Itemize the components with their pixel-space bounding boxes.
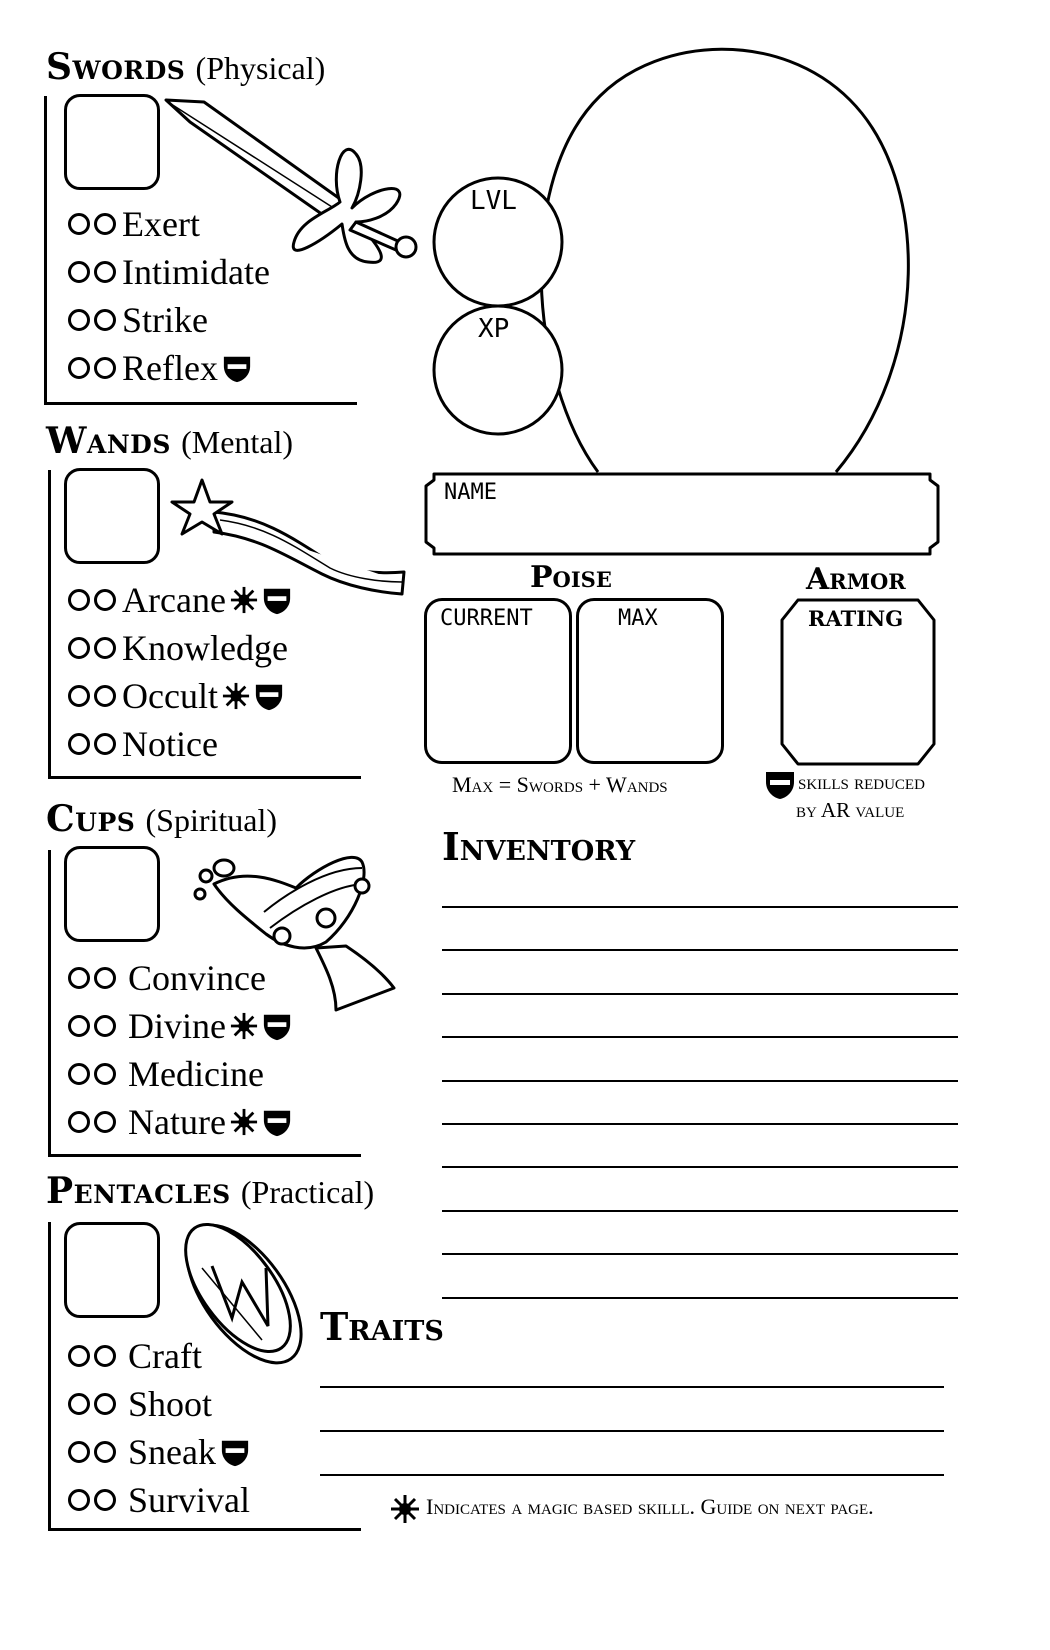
armor-shield-icon — [254, 681, 284, 711]
armor-shield-icon — [262, 1107, 292, 1137]
inventory-line[interactable] — [442, 1080, 958, 1082]
cups-skill-medicine — [68, 1054, 264, 1094]
swords-score-box[interactable] — [64, 94, 160, 190]
skill-checkbox[interactable] — [68, 1441, 90, 1463]
skill-checkbox[interactable] — [94, 1111, 116, 1133]
magic-burst-icon — [222, 682, 250, 710]
coin-icon — [172, 1222, 322, 1372]
inventory-line[interactable] — [442, 906, 958, 908]
skill-label: Medicine — [128, 1054, 264, 1094]
skill-checkbox[interactable] — [68, 261, 90, 283]
inventory-line[interactable] — [442, 993, 958, 995]
skill-checkbox[interactable] — [94, 1489, 116, 1511]
armor-shield-icon — [220, 1437, 250, 1467]
cups-score-box[interactable] — [64, 846, 160, 942]
pentacles-skill-sneak — [68, 1432, 250, 1472]
portrait-frame[interactable] — [520, 40, 920, 480]
skill-label: Shoot — [128, 1384, 213, 1424]
skill-checkbox[interactable] — [94, 1345, 116, 1367]
skill-label: Reflex — [122, 348, 218, 388]
skill-label: Strike — [122, 300, 208, 340]
wands-skill-knowledge — [68, 628, 288, 668]
skill-label: Intimidate — [122, 252, 270, 292]
inventory-title: Inventory — [442, 824, 636, 869]
name-label: NAME — [444, 480, 497, 505]
footnote: Indicates a magic based skilll. Guide on next page. — [426, 1494, 874, 1519]
pentacles-title: Pentacles (Practical) — [46, 1170, 375, 1212]
wands-score-box[interactable] — [64, 468, 160, 564]
armor-shield-icon — [222, 353, 252, 383]
inventory-line[interactable] — [442, 1036, 958, 1038]
skill-checkbox[interactable] — [68, 967, 90, 989]
skill-checkbox[interactable] — [68, 357, 90, 379]
armor-shield-icon — [764, 768, 796, 800]
swords-skill-strike — [68, 300, 208, 340]
trait-line[interactable] — [320, 1474, 944, 1476]
swords-skill-reflex — [68, 348, 252, 388]
inventory-line[interactable] — [442, 1166, 958, 1168]
skill-label: Occult — [122, 676, 218, 716]
swords-title: Swords (Physical) — [46, 46, 326, 88]
skill-checkbox[interactable] — [94, 1063, 116, 1085]
skill-checkbox[interactable] — [94, 637, 116, 659]
trait-line[interactable] — [320, 1430, 944, 1432]
skill-label: Notice — [122, 724, 218, 764]
traits-title: Traits — [320, 1304, 444, 1349]
skill-checkbox[interactable] — [68, 1111, 90, 1133]
skill-checkbox[interactable] — [68, 1393, 90, 1415]
skill-checkbox[interactable] — [94, 213, 116, 235]
skill-label: Sneak — [128, 1432, 216, 1472]
skill-checkbox[interactable] — [68, 309, 90, 331]
skill-checkbox[interactable] — [94, 261, 116, 283]
inventory-line[interactable] — [442, 949, 958, 951]
skill-checkbox[interactable] — [68, 1063, 90, 1085]
skill-label: Craft — [128, 1336, 202, 1376]
poise-title: Poise — [530, 560, 612, 595]
pentacles-skill-shoot — [68, 1384, 212, 1424]
cups-title: Cups (Spiritual) — [46, 798, 278, 840]
skill-label: Convince — [128, 958, 266, 998]
skill-label: Nature — [128, 1102, 226, 1142]
trait-line[interactable] — [320, 1386, 944, 1388]
inventory-line[interactable] — [442, 1210, 958, 1212]
xp-field[interactable] — [452, 346, 544, 416]
skill-label: Arcane — [122, 580, 226, 620]
wand-icon — [170, 476, 406, 596]
pentacles-skill-survival — [68, 1480, 250, 1520]
inventory-line[interactable] — [442, 1123, 958, 1125]
poise-formula: Max = Swords + Wands — [452, 772, 668, 797]
skill-checkbox[interactable] — [94, 357, 116, 379]
skill-checkbox[interactable] — [94, 685, 116, 707]
sword-icon — [160, 94, 425, 269]
name-box[interactable] — [424, 472, 940, 556]
skill-checkbox[interactable] — [68, 589, 90, 611]
skill-checkbox[interactable] — [94, 967, 116, 989]
skill-label: Knowledge — [122, 628, 288, 668]
armor-note-line1: skills reduced — [798, 770, 925, 794]
skill-label: Exert — [122, 204, 200, 244]
cups-skill-nature — [68, 1102, 292, 1142]
level-field[interactable] — [452, 220, 544, 290]
xp-label: XP — [478, 314, 510, 344]
skill-checkbox[interactable] — [94, 309, 116, 331]
skill-label: Divine — [128, 1006, 226, 1046]
chalice-icon — [186, 838, 406, 1018]
skill-checkbox[interactable] — [94, 733, 116, 755]
wands-skill-notice — [68, 724, 218, 764]
skill-checkbox[interactable] — [68, 685, 90, 707]
armor-rating-label: RATING — [808, 606, 904, 631]
level-label: LVL — [470, 186, 517, 216]
armor-note-line2: by AR value — [796, 798, 905, 822]
skill-checkbox[interactable] — [68, 1015, 90, 1037]
pentacles-score-box[interactable] — [64, 1222, 160, 1318]
skill-checkbox[interactable] — [68, 1345, 90, 1367]
skill-checkbox[interactable] — [94, 1441, 116, 1463]
skill-checkbox[interactable] — [68, 733, 90, 755]
skill-checkbox[interactable] — [68, 637, 90, 659]
skill-checkbox[interactable] — [68, 213, 90, 235]
magic-burst-icon — [230, 1108, 258, 1136]
inventory-line[interactable] — [442, 1253, 958, 1255]
skill-checkbox[interactable] — [94, 1015, 116, 1037]
wands-skill-occult — [68, 676, 284, 716]
inventory-line[interactable] — [442, 1297, 958, 1299]
poise-current-label: CURRENT — [440, 606, 533, 631]
skill-label: Survival — [128, 1480, 250, 1520]
skill-checkbox[interactable] — [68, 1489, 90, 1511]
armor-title: Armor — [806, 562, 906, 597]
skill-checkbox[interactable] — [94, 1393, 116, 1415]
poise-max-label: MAX — [618, 606, 658, 631]
skill-checkbox[interactable] — [94, 589, 116, 611]
magic-burst-icon — [390, 1494, 420, 1524]
wands-title: Wands (Mental) — [46, 420, 294, 462]
